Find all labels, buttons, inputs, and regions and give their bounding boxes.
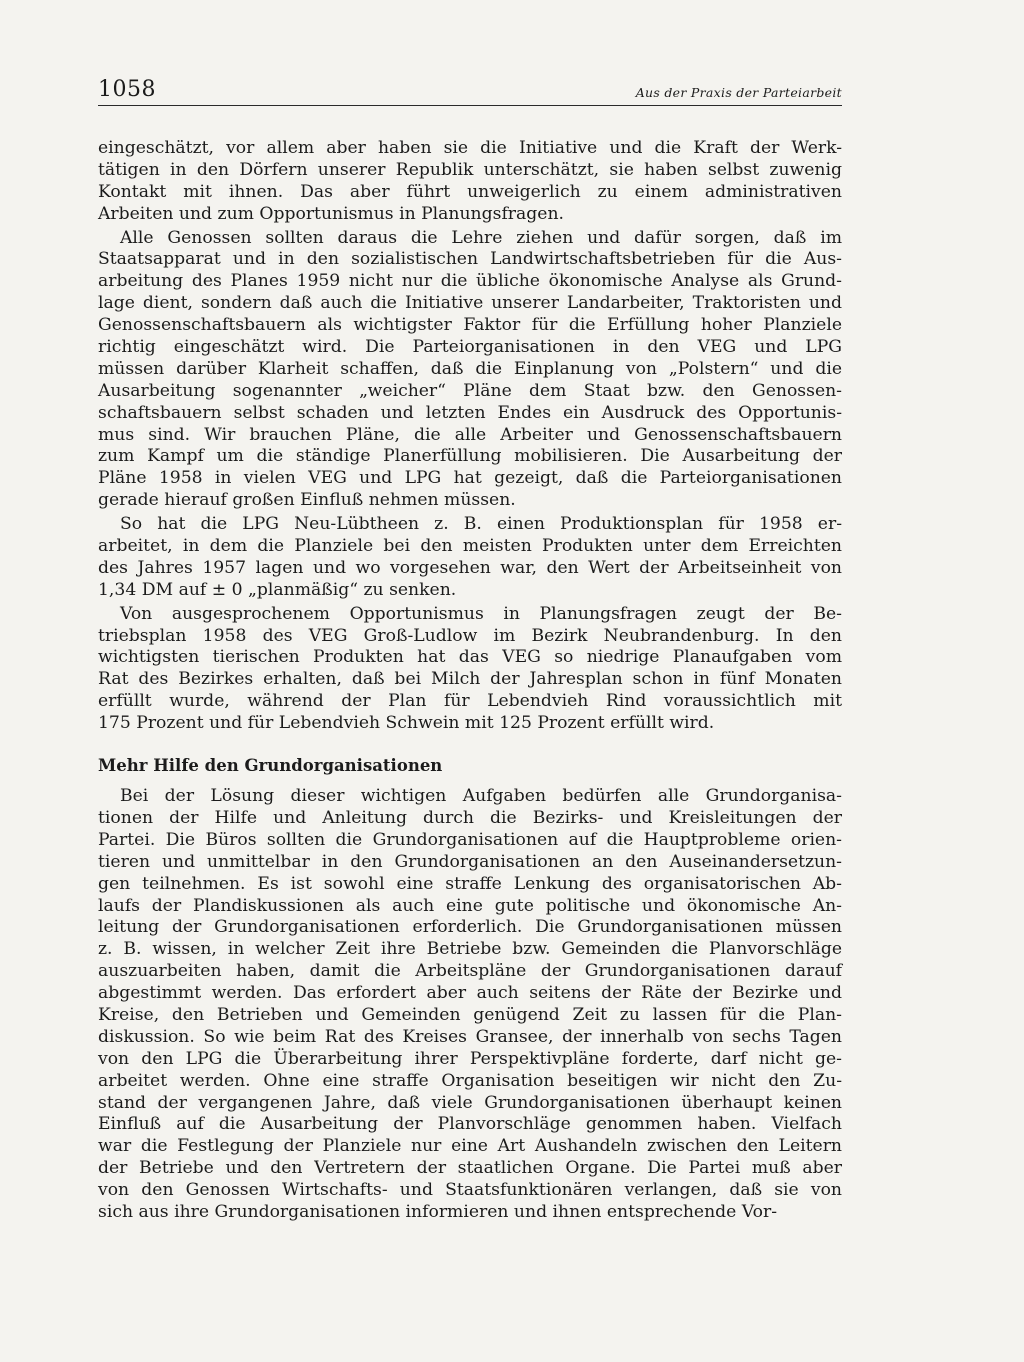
text-line: sich aus ihre Grundorganisationen informieren und ihnen entsprechende Vor- [98,1201,778,1222]
paragraph [98,514,842,602]
text-line: leitung der Grundorganisationen erforderlich. Die Grundorganisationen müssen [98,917,842,938]
text-line: mus sind. Wir brauchen Pläne, die alle Arbeiter und Genossenschaftsbauern [98,424,842,445]
text-line: Kontakt mit ihnen. Das aber führt unweigerlich zu einem administrativen [98,181,842,202]
text-line: laufs der Plandiskussionen als auch eine gute politische und ökonomische An- [98,895,842,916]
text-line: 1,34 DM auf ± 0 „planmäßig“ zu senken. [98,579,457,600]
paragraph-gap [98,1224,842,1226]
text-line: Kreise, den Betrieben und Gemeinden genügend Zeit zu lassen für die Plan- [98,1004,842,1025]
text-line: gen teilnehmen. Es ist sowohl eine straffe Lenkung des organisatorischen Ab- [98,873,842,894]
running-title: Aus der Praxis der Parteiarbeit [635,85,842,100]
text-line: von den Genossen Wirtschafts- und Staatsfunktionären verlangen, daß sie von [98,1180,842,1201]
text-line: Partei. Die Büros sollten die Grundorganisationen auf die Hauptprobleme orien- [98,829,842,850]
paragraph-gap [98,735,842,737]
text-line: tätigen in den Dörfern unserer Republik unterschätzt, sie haben selbst zuwenig [98,159,842,180]
text-line: abgestimmt werden. Das erfordert aber auch seitens der Räte der Bezirke und [98,983,842,1004]
text-line: Rat des Bezirkes erhalten, daß bei Milch der Jahresplan schon in fünf Monaten [98,669,842,690]
paragraph [98,786,842,1224]
text-line: z. B. wissen, in welcher Zeit ihre Betriebe bzw. Gemeinden die Planvorschläge [98,939,842,960]
text-line: Genossenschaftsbauern als wichtigster Faktor für die Erfüllung hoher Planziele [98,315,842,336]
text-line: Einfluß auf die Ausarbeitung der Planvorschläge genommen haben. Vielfach [98,1114,842,1135]
text-line: war die Festlegung der Planziele nur eine Art Aushandeln zwischen den Leitern [98,1136,842,1157]
text-line: Bei der Lösung dieser wichtigen Aufgaben bedürfen alle Grundorganisa- [120,786,842,807]
text-line: eingeschätzt, vor allem aber haben sie die Initiative und die Kraft der Werk- [98,138,842,158]
text-line: erfüllt wurde, während der Plan für Lebendvieh Rind voraussichtlich mit [98,691,842,712]
text-line: schaftsbauern selbst schaden und letzten Endes ein Ausdruck des Opportunis- [98,402,842,423]
paragraph [98,138,842,226]
text-line: Arbeiten und zum Opportunismus in Planungsfragen. [98,203,564,224]
page-header [98,72,842,102]
text-line: lage dient, sondern daß auch die Initiative unserer Landarbeiter, Traktoristen und [98,293,842,314]
text-line: gerade hierauf großen Einfluß nehmen müssen. [98,490,516,511]
text-line: So hat die LPG Neu-Lübtheen z. B. einen Produktionsplan für 1958 er- [120,514,842,535]
text-line: von den LPG die Überarbeitung ihrer Perspektivpläne forderte, darf nicht ge- [98,1048,842,1069]
text-line: Ausarbeitung sogenannter „weicher“ Pläne dem Staat bzw. den Genossen- [98,380,842,401]
text-line: der Betriebe und den Vertretern der staatlichen Organe. Die Partei muß aber [98,1158,842,1179]
text-line: arbeitet werden. Ohne eine straffe Organisation beseitigen wir nicht den Zu- [98,1070,842,1091]
text-line: auszuarbeiten haben, damit die Arbeitspläne der Grundorganisationen darauf [98,961,842,982]
text-line: Pläne 1958 in vielen VEG und LPG hat gezeigt, daß die Parteiorganisationen [98,468,842,489]
document-page [98,72,842,1226]
section-heading: Mehr Hilfe den Grundorganisationen [98,756,443,776]
text-line: Staatsapparat und in den sozialistischen Landwirtschaftsbetrieben für die Aus- [98,249,842,270]
page-number: 1058 [98,77,156,102]
header-rule [98,105,842,106]
text-line: tieren und unmittelbar in den Grundorganisationen an den Auseinandersetzun- [98,851,842,872]
paragraph [98,228,842,513]
paragraphs-container [98,138,842,737]
document-body [98,138,842,1226]
text-line: Alle Genossen sollten daraus die Lehre ziehen und dafür sorgen, daß im [120,227,842,248]
text-line: tionen der Hilfe und Anleitung durch die Bezirks- und Kreisleitungen der [98,807,842,828]
text-line: müssen darüber Klarheit schaffen, daß die Einplanung von „Polstern“ und die [98,358,842,379]
text-line: 175 Prozent und für Lebendvieh Schwein mit 125 Prozent erfüllt wird. [98,713,715,734]
text-line: Von ausgesprochenem Opportunismus in Planungsfragen zeugt der Be- [120,603,842,624]
paragraph [98,604,842,735]
text-line: zum Kampf um die ständige Planerfüllung mobilisieren. Die Ausarbeitung der [98,446,842,467]
section-paragraph [98,786,842,1226]
text-line: wichtigsten tierischen Produkten hat das VEG so niedrige Planaufgaben vom [98,647,842,668]
text-line: richtig eingeschätzt wird. Die Parteiorganisationen in den VEG und LPG [98,337,842,358]
text-line: arbeitung des Planes 1959 nicht nur die übliche ökonomische Analyse als Grund- [98,271,842,292]
text-line: arbeitet, in dem die Planziele bei den meisten Produkten unter dem Erreichten [98,536,842,557]
text-line: diskussion. So wie beim Rat des Kreises Gransee, der innerhalb von sechs Tagen [98,1026,842,1047]
text-line: stand der vergangenen Jahre, daß viele Grundorganisationen überhaupt keinen [98,1092,842,1113]
text-line: des Jahres 1957 lagen und wo vorgesehen war, den Wert der Arbeitseinheit von [98,557,842,578]
text-line: triebsplan 1958 des VEG Groß-Ludlow im Bezirk Neubrandenburg. In den [98,625,842,646]
